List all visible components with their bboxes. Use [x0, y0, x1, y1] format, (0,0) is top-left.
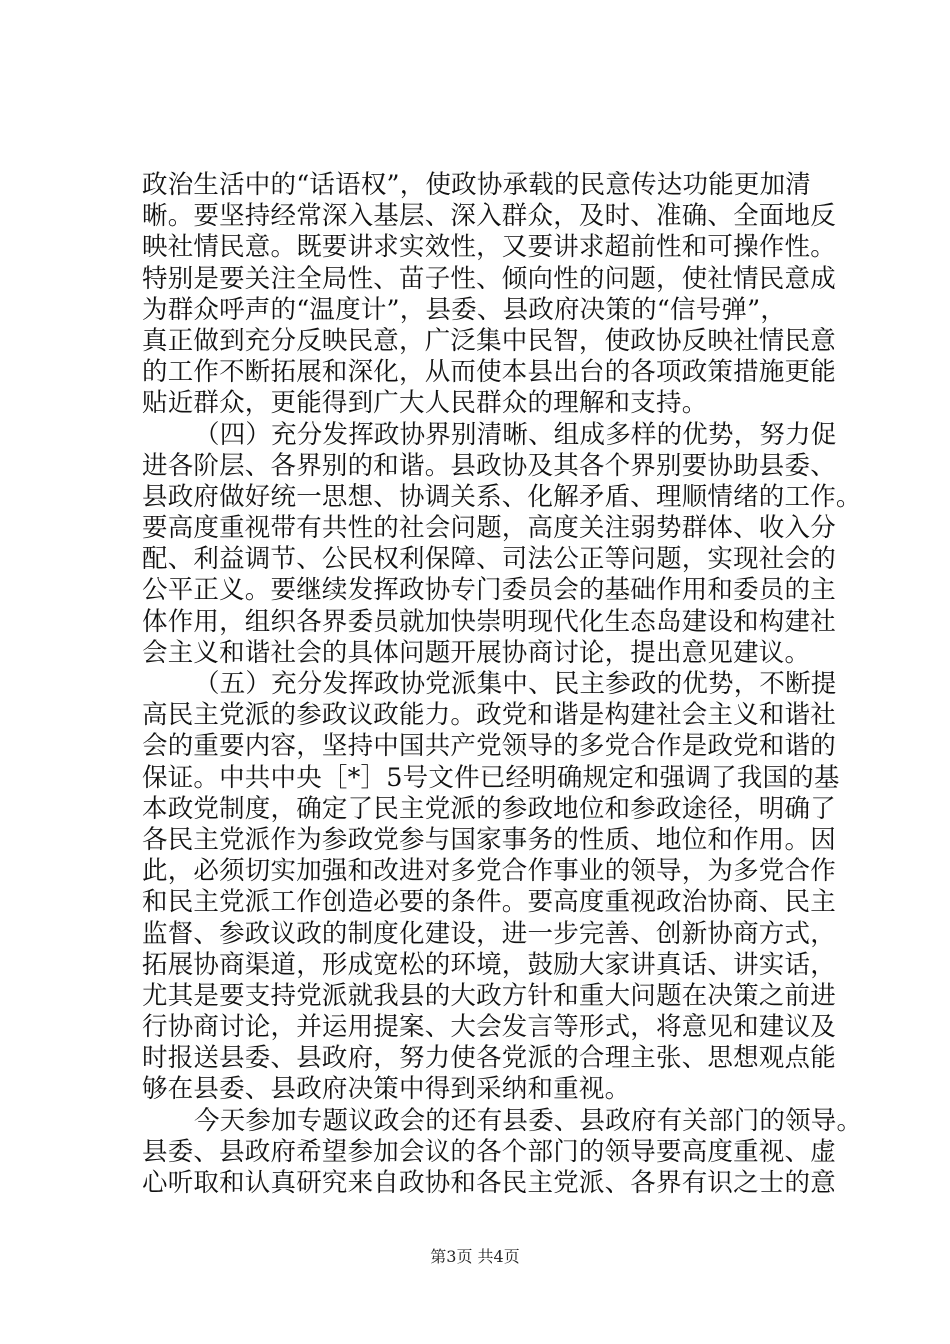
text-line: 监督、参政议政的制度化建设，进一步完善、创新协商方式， — [142, 918, 836, 949]
text-line: 今天参加专题议政会的还有县委、县政府有关部门的领导。 — [194, 1105, 863, 1136]
text-line: 要高度重视带有共性的社会问题，高度关注弱势群体、收入分 — [142, 513, 836, 544]
text-line: 公平正义。要继续发挥政协专门委员会的基础作用和委员的主 — [142, 575, 836, 606]
text-line: 县政府做好统一思想、协调关系、化解矛盾、理顺情绪的工作。 — [142, 481, 862, 512]
text-line: 保证。中共中央［*］5号文件已经明确规定和强调了我国的基 — [142, 762, 840, 793]
text-line: 的工作不断拓展和深化，从而使本县出台的各项政策措施更能 — [142, 357, 836, 388]
text-line: 体作用，组织各界委员就加快崇明现代化生态岛建设和构建社 — [142, 606, 836, 637]
text-line: 拓展协商渠道，形成宽松的环境，鼓励大家讲真话、讲实话， — [142, 949, 836, 980]
text-line: 配、利益调节、公民权利保障、司法公正等问题，实现社会的 — [142, 544, 836, 575]
text-line: 县委、县政府希望参加会议的各个部门的领导要高度重视、虚 — [142, 1136, 836, 1167]
text-line: 映社情民意。既要讲求实效性，又要讲求超前性和可操作性。 — [142, 232, 836, 263]
text-line: 够在县委、县政府决策中得到采纳和重视。 — [142, 1074, 631, 1105]
text-line: 晰。要坚持经常深入基层、深入群众，及时、准确、全面地反 — [142, 201, 836, 232]
text-line: 贴近群众，更能得到广大人民群众的理解和支持。 — [142, 388, 708, 419]
text-line: 为群众呼声的“温度计”，县委、县政府决策的“信号弹”， — [142, 294, 787, 325]
document-body — [142, 170, 863, 1199]
page-number-footer: 第3页 共4页 — [430, 1247, 520, 1266]
text-line: 进各阶层、各界别的和谐。县政协及其各个界别要协助县委、 — [142, 450, 836, 481]
text-line: （五）充分发挥政协党派集中、民主参政的优势，不断提 — [194, 669, 837, 699]
text-line: 尤其是要支持党派就我县的大政方针和重大问题在决策之前进 — [142, 980, 836, 1011]
text-line: 本政党制度，确定了民主党派的参政地位和参政途径，明确了 — [142, 793, 836, 824]
text-line: 特别是要关注全局性、苗子性、倾向性的问题，使社情民意成 — [142, 263, 836, 294]
text-line: 高民主党派的参政议政能力。政党和谐是构建社会主义和谐社 — [142, 700, 836, 731]
text-line: 会主义和谐社会的具体问题开展协商讨论，提出意见建议。 — [142, 637, 811, 668]
text-line: 各民主党派作为参政党参与国家事务的性质、地位和作用。因 — [142, 824, 836, 855]
text-line: 政治生活中的“话语权”，使政协承载的民意传达功能更加清 — [142, 170, 811, 200]
text-line: 会的重要内容，坚持中国共产党领导的多党合作是政党和谐的 — [142, 731, 836, 762]
text-line: 行协商讨论，并运用提案、大会发言等形式，将意见和建议及 — [142, 1012, 836, 1043]
text-line: （四）充分发挥政协界别清晰、组成多样的优势，努力促 — [194, 419, 837, 450]
text-line: 真正做到充分反映民意，广泛集中民智，使政协反映社情民意 — [142, 325, 836, 356]
text-line: 和民主党派工作创造必要的条件。要高度重视政治协商、民主 — [142, 887, 836, 918]
text-line: 心听取和认真研究来自政协和各民主党派、各界有识之士的意 — [142, 1168, 836, 1198]
text-line: 此，必须切实加强和改进对多党合作事业的领导，为多党合作 — [142, 856, 836, 887]
text-line: 时报送县委、县政府，努力使各党派的合理主张、思想观点能 — [142, 1043, 836, 1074]
